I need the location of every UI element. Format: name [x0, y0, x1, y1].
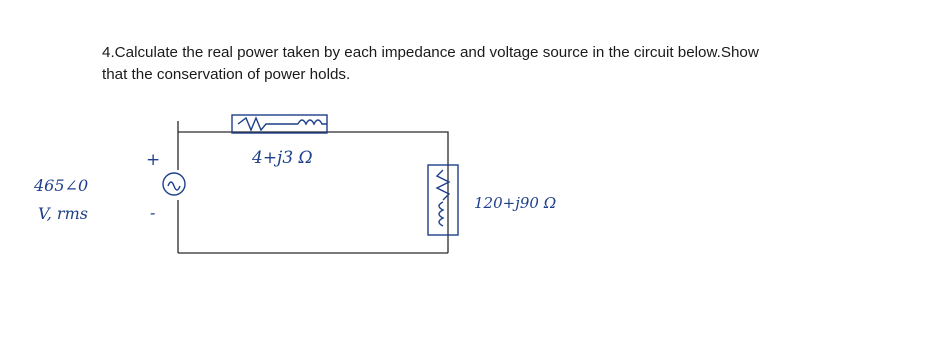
source-minus-label: -: [150, 203, 156, 222]
source-plus-label: +: [146, 150, 161, 170]
source-unit-label: V, rms: [38, 204, 88, 223]
load-inductor-coil: [439, 202, 443, 226]
problem-line-1: 4.Calculate the real power taken by each impedance and voltage source in the circuit below.Show: [102, 44, 759, 61]
source-magnitude-label: 465∠0: [34, 176, 89, 195]
series-impedance-element: [232, 115, 327, 133]
voltage-source-symbol: [163, 173, 185, 195]
load-resistor-zigzag: [437, 170, 449, 200]
resistor-zigzag: [238, 118, 298, 130]
load-impedance-label: 120+j90 Ω: [474, 194, 557, 212]
inductor-coil: [298, 120, 327, 124]
series-impedance-label: 4+j3 Ω: [252, 148, 313, 168]
top-wire: [178, 121, 448, 253]
problem-line-2: that the conservation of power holds.: [102, 66, 351, 83]
load-impedance-element: [428, 165, 458, 235]
